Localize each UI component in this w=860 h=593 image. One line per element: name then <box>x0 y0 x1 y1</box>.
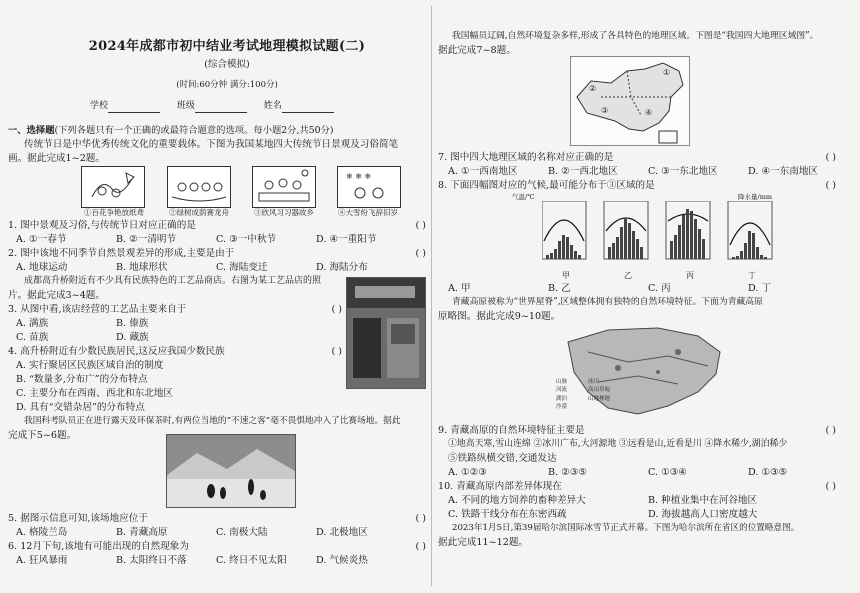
intro-q11-12-line1: 2023年1月5日,第39届哈尔滨国际冰雪节正式开幕。下图为哈尔滨所在省区的位置略意图。 <box>452 523 800 533</box>
intro-q5-6-line2: 完成下5~6题。 <box>8 430 77 441</box>
q9-stem: 9. 青藏高原的自然环境特征主要是 <box>438 425 585 436</box>
cartoon-caption-1: ①百花争艳放纸鸢 <box>84 208 144 217</box>
q7-option-d[interactable]: D. ④一东南地区 <box>748 166 819 177</box>
school-label: 学校 <box>90 101 109 111</box>
name-field[interactable] <box>282 103 334 113</box>
section1-instruction <box>8 124 333 137</box>
q7-stem-row <box>438 151 836 165</box>
q3-options-row1 <box>16 317 216 331</box>
cartoon-caption-2: ②绿树成荫赛龙舟 <box>169 208 229 217</box>
q10-option-d[interactable]: D. 海拔越高人口密度越大 <box>648 509 758 520</box>
q5-option-a[interactable]: A. 格陵兰岛 <box>16 527 68 538</box>
tibet-map-image <box>548 322 728 420</box>
intro-q1-2-line2: 画。据此完成1~2题。 <box>8 153 105 164</box>
q8-option-c[interactable]: C. 丙 <box>648 283 671 294</box>
q2-option-c[interactable]: C. 海陆变迁 <box>216 262 268 273</box>
q9-option-d[interactable]: D. ①③⑤ <box>748 467 788 478</box>
tibet-legend-lake: 湖泊 <box>556 395 568 402</box>
intro-q9-10-line1: 青藏高原被称为“世界屋脊”,区域整体拥有独特的自然环境特征。下面为青藏高原 <box>452 297 763 307</box>
climate-charts <box>542 201 782 269</box>
cartoon-winter <box>337 166 401 208</box>
intro-q7-8-line1: 我国幅员辽阔,自然环境复杂多样,形成了各具特色的地理区域。下图是“我国四大地理区域图”。 <box>452 31 819 41</box>
china-regions-map <box>570 56 690 146</box>
tibet-legend-meadow: 高山草甸 <box>588 387 611 394</box>
q9-options <box>448 466 838 480</box>
q5-option-d[interactable]: D. 北极地区 <box>316 527 368 538</box>
intro-q9-10-line2: 原略图。据此完成9~10题。 <box>438 311 561 322</box>
section1-heading: 一、选择题 <box>8 125 55 136</box>
q10-stem-row <box>438 480 836 494</box>
climate-chart-yi <box>604 201 648 259</box>
antarctic-photo <box>166 434 296 508</box>
q9-option-c[interactable]: C. ①③④ <box>648 467 687 478</box>
q3-option-b[interactable]: B. 傣族 <box>116 318 149 329</box>
q7-answer-blank[interactable]: ( ) <box>825 152 836 163</box>
q1-stem-row <box>8 219 426 233</box>
q2-options <box>16 261 416 275</box>
class-field[interactable] <box>195 103 247 113</box>
q6-options <box>16 554 416 568</box>
q9-option-b[interactable]: B. ②③⑤ <box>548 467 587 478</box>
q7-options <box>448 165 838 179</box>
climate-label-bing: 丙 <box>686 271 694 280</box>
q10-option-b[interactable]: B. 种植业集中在河谷地区 <box>648 495 758 506</box>
q5-answer-blank[interactable]: ( ) <box>415 513 426 524</box>
q7-stem: 7. 图中四大地理区域的名称对应正确的是 <box>438 152 614 163</box>
penguin-scene-image <box>167 435 295 507</box>
q6-option-d[interactable]: D. 气候炎热 <box>316 555 368 566</box>
q8-stem: 8. 下面四幅图对应的气候,最可能分布于③区域的是 <box>438 180 655 191</box>
q9-stem-row <box>438 424 836 438</box>
tibet-legend-river: 河流 <box>556 387 568 394</box>
kite-icon <box>82 167 144 207</box>
q6-option-a[interactable]: A. 狂风暴雨 <box>16 555 68 566</box>
q6-stem: 6. 12月下旬,该地有可能出现的自然现象为 <box>8 541 189 552</box>
q9-answer-blank[interactable]: ( ) <box>825 425 836 436</box>
q7-option-c[interactable]: C. ③一东北地区 <box>648 166 718 177</box>
svg-text:❄ ❄ ❄: ❄ ❄ ❄ <box>346 172 372 181</box>
intro-q1-2-line1: 传统节日是中华优秀传统文化的重要载体。下图为我国某地四大传统节日景观及习俗简笔 <box>24 139 399 150</box>
q2-answer-blank[interactable]: ( ) <box>415 248 426 259</box>
china-map-image <box>571 57 689 145</box>
q10-options-row1 <box>448 494 838 508</box>
climate-chart-bing <box>666 201 710 259</box>
tibet-plateau-map <box>548 322 728 420</box>
tibet-legend-glacier: 冰川 <box>588 379 600 385</box>
climate-label-yi: 乙 <box>624 271 632 280</box>
q2-option-a[interactable]: A. 地球运动 <box>16 262 68 273</box>
q3-answer-blank[interactable]: ( ) <box>331 304 342 315</box>
q10-options-row2 <box>448 508 838 522</box>
q9-statements-1: ①地高天寒,雪山连绵 ②冰川广布,大河源地 ③远看是山,近看是川 ④降水稀少,湖泊稀少 <box>448 439 788 449</box>
tibet-legend <box>556 378 567 411</box>
cartoon-summer <box>167 166 231 208</box>
climate-axis-left: 气温/℃ <box>512 193 535 201</box>
q3-option-a[interactable]: A. 满族 <box>16 318 49 329</box>
exam-title: 2024年成都市初中结业考试地理模拟试题(二) <box>88 39 366 54</box>
snow-icon <box>338 167 400 207</box>
storefront-image <box>347 278 425 388</box>
school-field[interactable] <box>108 103 160 113</box>
q1-option-d[interactable]: D. ④一重阳节 <box>316 234 377 245</box>
class-label: 班级 <box>176 101 195 111</box>
q5-option-c[interactable]: C. 南极大陆 <box>216 527 268 538</box>
q2-option-b[interactable]: B. 地球形状 <box>116 262 168 273</box>
q8-option-a[interactable]: A. 甲 <box>448 283 471 294</box>
climate-chart-ding <box>728 201 772 259</box>
q3-option-c[interactable]: C. 苗族 <box>16 332 49 343</box>
student-info-row <box>90 100 334 113</box>
tibet-legend-mountain: 山脉 <box>556 379 568 385</box>
q4-answer-blank[interactable]: ( ) <box>331 346 342 357</box>
q5-options <box>16 526 416 540</box>
q6-stem-row <box>8 540 426 554</box>
q8-options <box>448 282 838 296</box>
intro-q11-12-line2: 据此完成11~12题。 <box>438 537 529 548</box>
tibet-legend-forest: 山地林地 <box>588 395 611 402</box>
cartoon-autumn <box>252 166 316 208</box>
q4-stem: 4. 高升桥附近有少数民族居民,这反应我国少数民族 <box>8 346 225 357</box>
q10-option-a[interactable]: A. 不同的地方饲养的畜种差异大 <box>448 495 586 506</box>
q4-option-b[interactable]: B. “数量多,分布广”的分布特点 <box>16 374 148 385</box>
q1-option-c[interactable]: C. ③一中秋节 <box>216 234 277 245</box>
map-label-4: ④ <box>645 108 653 117</box>
q6-option-b[interactable]: B. 太阳终日不落 <box>116 555 187 566</box>
q5-stem: 5. 据图示信息可知,该场地应位于 <box>8 513 148 524</box>
q10-stem: 10. 青藏高原内部差异体现在 <box>438 481 562 492</box>
exam-info: (时间:60分钟 满分:100分) <box>176 80 278 90</box>
climate-label-ding: 丁 <box>748 271 756 280</box>
tibet-legend-2 <box>588 378 610 403</box>
q1-answer-blank[interactable]: ( ) <box>415 220 426 231</box>
q9-option-a[interactable]: A. ①②③ <box>448 467 487 478</box>
climate-label-jia: 甲 <box>562 271 570 280</box>
q4-option-c[interactable]: C. 主要分布在西南、西北和东北地区 <box>16 388 174 399</box>
q7-option-b[interactable]: B. ②一西北地区 <box>548 166 618 177</box>
q8-option-b[interactable]: B. 乙 <box>548 283 571 294</box>
q4-option-a[interactable]: A. 实行聚居区民族区域自治的制度 <box>16 360 164 371</box>
q1-options <box>16 233 416 247</box>
q7-option-a[interactable]: A. ①一西南地区 <box>448 166 518 177</box>
map-label-1: ① <box>663 68 671 77</box>
q3-stem-row <box>8 303 342 317</box>
q2-stem: 2. 图中该地不同季节自然景观差异的形成,主要是由于 <box>8 248 235 259</box>
q2-stem-row <box>8 247 426 261</box>
q10-answer-blank[interactable]: ( ) <box>825 481 836 492</box>
intro-q3-4-line2: 片。据此完成3~4题。 <box>8 290 105 301</box>
section1-instruction-text: (下列各题只有一个正确的或最符合题意的选项。每小题2分,共50分) <box>54 125 334 136</box>
q2-option-d[interactable]: D. 海陆分布 <box>316 262 368 273</box>
q8-option-d[interactable]: D. 丁 <box>748 283 772 294</box>
column-divider <box>431 6 432 586</box>
q5-option-b[interactable]: B. 青藏高原 <box>116 527 168 538</box>
q1-option-b[interactable]: B. ②一清明节 <box>116 234 177 245</box>
q3-stem: 3. 从图中看,该店经营的工艺品主要来自于 <box>8 304 187 315</box>
q9-statements-2: ⑤铁路纵横交错,交通发达 <box>448 453 557 464</box>
q6-answer-blank[interactable]: ( ) <box>415 541 426 552</box>
q3-option-d[interactable]: D. 藏族 <box>116 332 149 343</box>
intro-q5-6-line1: 我国科考队员正在进行露天及环保茶时,有两位当地的“不速之客”毫不畏惧地冲入了比赛场地。据此 <box>24 416 401 426</box>
climate-chart-jia <box>542 201 586 259</box>
name-label: 姓名 <box>263 101 282 111</box>
cartoon-caption-4: ④大雪纷飞辞旧岁 <box>338 208 398 217</box>
q4-stem-row <box>8 345 342 359</box>
map-label-2: ② <box>589 84 597 93</box>
cartoon-caption-3: ③欣风习习器故乡 <box>254 208 314 217</box>
intro-q3-4-line1: 成都高升桥附近有不少具有民族特色的工艺品商店。右图为某工艺品店的照 <box>24 276 322 286</box>
q1-stem: 1. 图中景观及习俗,与传统节日对应正确的是 <box>8 220 196 231</box>
q8-stem-row <box>438 179 836 193</box>
q10-option-c[interactable]: C. 铁路干线分布在东密西疏 <box>448 509 567 520</box>
intro-q7-8-line2: 据此完成7~8题。 <box>438 45 516 56</box>
q3-options-row2 <box>16 331 216 345</box>
shop-photo <box>346 277 426 389</box>
q4-option-d[interactable]: D. 具有“交错杂居”的分布特点 <box>16 402 145 413</box>
dragon-boat-icon <box>168 167 230 207</box>
cartoon-spring <box>81 166 145 208</box>
q6-option-c[interactable]: C. 终日不见太阳 <box>216 555 287 566</box>
q1-option-a[interactable]: A. ①一春节 <box>16 234 67 245</box>
climate-axis-right: 降水量/mm <box>738 193 773 201</box>
tibet-legend-desert: 沙漠 <box>556 403 568 410</box>
exam-subtitle: (综合模拟) <box>204 59 250 70</box>
family-icon <box>253 167 315 207</box>
q5-stem-row <box>8 512 426 526</box>
q8-answer-blank[interactable]: ( ) <box>825 180 836 191</box>
map-label-3: ③ <box>601 106 609 115</box>
